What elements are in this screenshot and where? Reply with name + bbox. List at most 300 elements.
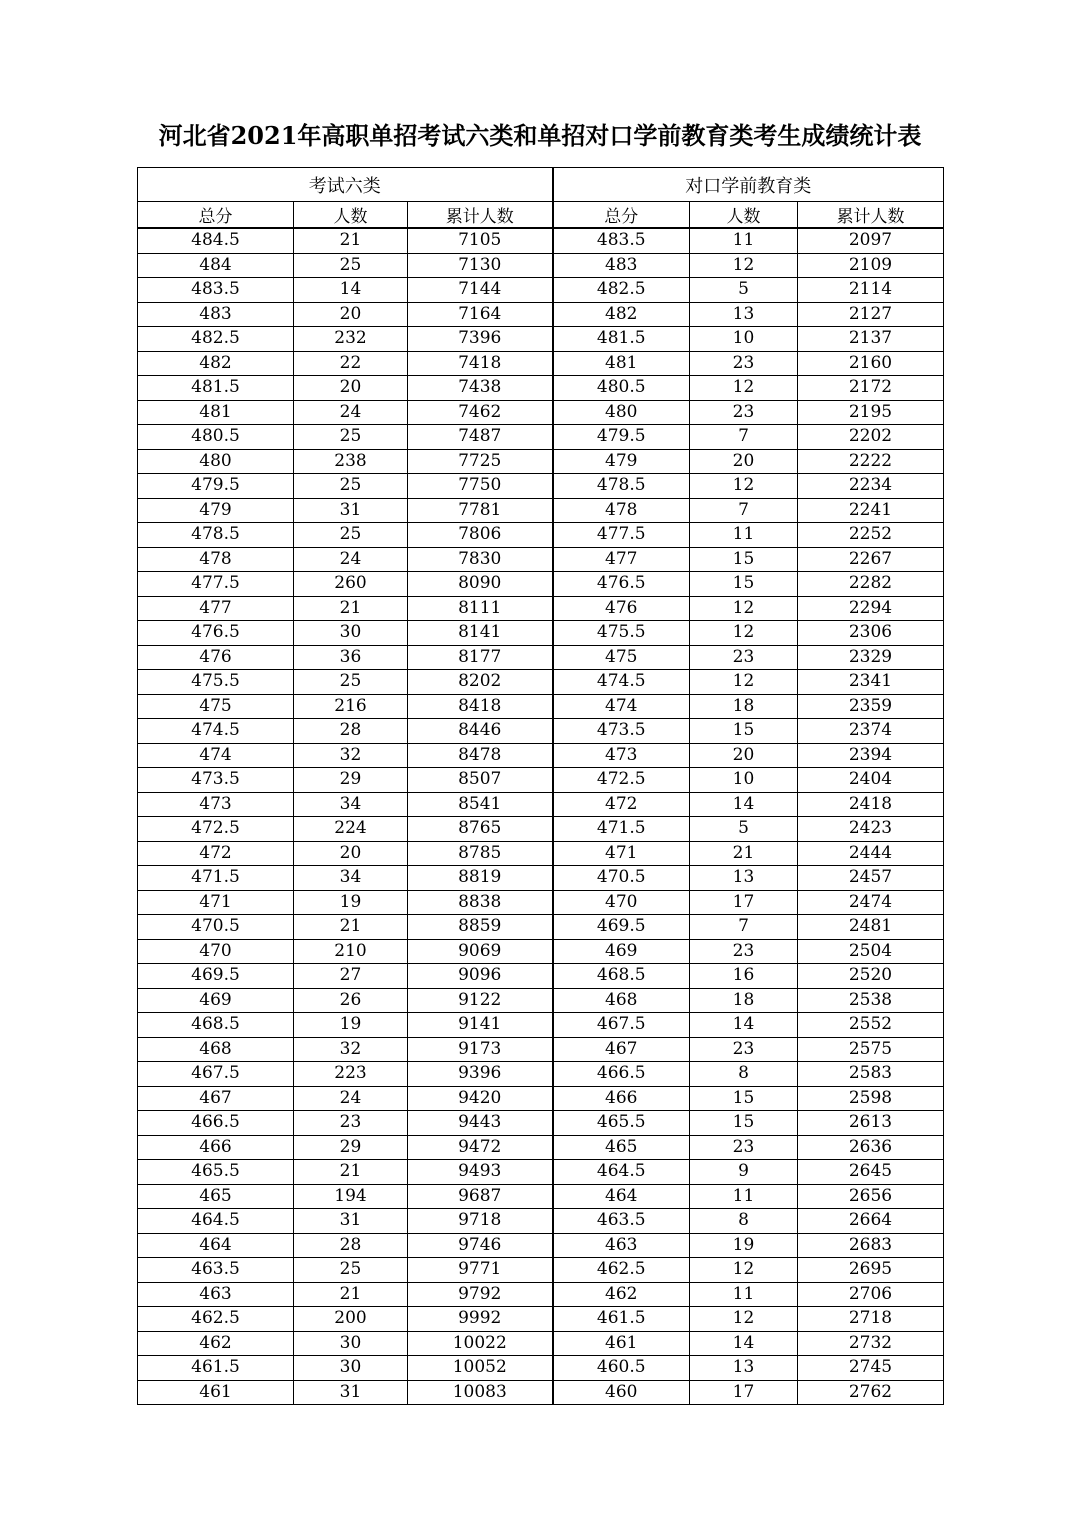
cell-total-score: 469 [553,939,690,964]
cell-total-score: 466.5 [553,1062,690,1087]
cell-total-score: 466.5 [138,1111,294,1136]
cell-cumulative: 2137 [798,327,944,352]
group-header-exam-six: 考试六类 [138,168,553,202]
cell-cumulative: 2418 [798,792,944,817]
cell-total-score: 475 [138,694,294,719]
cell-count: 17 [690,890,798,915]
cell-total-score: 474 [553,694,690,719]
cell-cumulative: 7130 [408,253,553,278]
cell-count: 30 [294,621,408,646]
cell-total-score: 480 [138,449,294,474]
cell-cumulative: 8141 [408,621,553,646]
cell-cumulative: 2306 [798,621,944,646]
cell-cumulative: 2160 [798,351,944,376]
cell-total-score: 474.5 [138,719,294,744]
cell-count: 15 [690,719,798,744]
cell-count: 28 [294,1233,408,1258]
cell-cumulative: 8819 [408,866,553,891]
table-row [138,890,944,915]
table-row [138,449,944,474]
cell-cumulative: 9420 [408,1086,553,1111]
cell-count: 18 [690,988,798,1013]
column-header-row [138,202,944,229]
cell-total-score: 464.5 [553,1160,690,1185]
cell-cumulative: 9992 [408,1307,553,1332]
table-row [138,228,944,253]
cell-cumulative: 2575 [798,1037,944,1062]
table-row [138,1111,944,1136]
cell-count: 29 [294,1135,408,1160]
cell-count: 14 [294,278,408,303]
cell-count: 12 [690,621,798,646]
table-row [138,1013,944,1038]
cell-count: 25 [294,253,408,278]
cell-count: 21 [690,841,798,866]
cell-total-score: 478.5 [553,474,690,499]
cell-cumulative: 2172 [798,376,944,401]
cell-total-score: 461.5 [553,1307,690,1332]
cell-count: 20 [690,743,798,768]
table-row [138,474,944,499]
cell-cumulative: 2359 [798,694,944,719]
cell-cumulative: 2481 [798,915,944,940]
cell-cumulative: 9096 [408,964,553,989]
cell-cumulative: 7750 [408,474,553,499]
table-row [138,1356,944,1381]
table-row [138,1086,944,1111]
cell-count: 25 [294,425,408,450]
cell-cumulative: 2457 [798,866,944,891]
cell-total-score: 466 [138,1135,294,1160]
cell-cumulative: 10052 [408,1356,553,1381]
cell-cumulative: 2695 [798,1258,944,1283]
cell-cumulative: 2664 [798,1209,944,1234]
table-row [138,694,944,719]
cell-total-score: 467.5 [553,1013,690,1038]
cell-count: 23 [690,1135,798,1160]
cell-total-score: 463.5 [553,1209,690,1234]
cell-count: 232 [294,327,408,352]
cell-total-score: 480.5 [553,376,690,401]
cell-count: 194 [294,1184,408,1209]
cell-count: 15 [690,1111,798,1136]
cell-cumulative: 2683 [798,1233,944,1258]
cell-total-score: 473 [138,792,294,817]
table-row [138,1380,944,1405]
cell-total-score: 476.5 [553,572,690,597]
cell-cumulative: 2195 [798,400,944,425]
table-row [138,400,944,425]
table-row [138,988,944,1013]
table-row [138,1233,944,1258]
cell-total-score: 484 [138,253,294,278]
cell-total-score: 465 [553,1135,690,1160]
cell-total-score: 479 [553,449,690,474]
cell-total-score: 468.5 [553,964,690,989]
cell-cumulative: 9396 [408,1062,553,1087]
cell-count: 27 [294,964,408,989]
cell-count: 25 [294,474,408,499]
cell-count: 34 [294,792,408,817]
cell-cumulative: 9718 [408,1209,553,1234]
table-row [138,1209,944,1234]
cell-cumulative: 2404 [798,768,944,793]
cell-cumulative: 2241 [798,498,944,523]
cell-count: 12 [690,1258,798,1283]
cell-cumulative: 2474 [798,890,944,915]
cell-cumulative: 8507 [408,768,553,793]
cell-count: 12 [690,253,798,278]
cell-total-score: 481.5 [138,376,294,401]
cell-total-score: 472 [553,792,690,817]
cell-cumulative: 2598 [798,1086,944,1111]
cell-total-score: 478.5 [138,523,294,548]
cell-total-score: 472 [138,841,294,866]
table-row [138,523,944,548]
cell-total-score: 475 [553,645,690,670]
cell-count: 12 [690,376,798,401]
cell-count: 18 [690,694,798,719]
cell-total-score: 465.5 [553,1111,690,1136]
cell-cumulative: 2636 [798,1135,944,1160]
cell-total-score: 475.5 [553,621,690,646]
cell-cumulative: 9792 [408,1282,553,1307]
cell-cumulative: 2374 [798,719,944,744]
cell-cumulative: 7725 [408,449,553,474]
table-row [138,1062,944,1087]
cell-total-score: 461.5 [138,1356,294,1381]
cell-total-score: 482.5 [138,327,294,352]
column-header-count: 人数 [294,202,408,229]
cell-total-score: 470 [553,890,690,915]
cell-cumulative: 10083 [408,1380,553,1405]
cell-cumulative: 2423 [798,817,944,842]
cell-count: 14 [690,1331,798,1356]
cell-count: 25 [294,523,408,548]
cell-cumulative: 9122 [408,988,553,1013]
cell-total-score: 481 [138,400,294,425]
table-row [138,915,944,940]
cell-total-score: 476.5 [138,621,294,646]
cell-cumulative: 2538 [798,988,944,1013]
cell-total-score: 462 [553,1282,690,1307]
column-header-cumulative: 累计人数 [798,202,944,229]
cell-total-score: 483 [138,302,294,327]
cell-total-score: 482 [553,302,690,327]
cell-count: 13 [690,1356,798,1381]
cell-cumulative: 2329 [798,645,944,670]
cell-total-score: 471 [138,890,294,915]
cell-cumulative: 2645 [798,1160,944,1185]
cell-cumulative: 2718 [798,1307,944,1332]
cell-cumulative: 8838 [408,890,553,915]
cell-cumulative: 2282 [798,572,944,597]
cell-total-score: 479.5 [553,425,690,450]
cell-total-score: 482.5 [553,278,690,303]
column-header-total-score: 总分 [138,202,294,229]
cell-cumulative: 2444 [798,841,944,866]
table-row [138,939,944,964]
table-row [138,866,944,891]
group-header-row [138,168,944,202]
cell-cumulative: 7806 [408,523,553,548]
table-row [138,792,944,817]
cell-count: 8 [690,1062,798,1087]
cell-total-score: 462.5 [138,1307,294,1332]
cell-count: 20 [690,449,798,474]
cell-cumulative: 2732 [798,1331,944,1356]
cell-count: 11 [690,228,798,253]
cell-cumulative: 8541 [408,792,553,817]
cell-total-score: 478 [138,547,294,572]
cell-cumulative: 2706 [798,1282,944,1307]
table-row [138,1307,944,1332]
table-row [138,768,944,793]
table-row [138,1331,944,1356]
table-row [138,376,944,401]
cell-cumulative: 7830 [408,547,553,572]
cell-cumulative: 2583 [798,1062,944,1087]
cell-total-score: 471.5 [553,817,690,842]
table-row [138,1282,944,1307]
cell-cumulative: 7164 [408,302,553,327]
cell-cumulative: 2127 [798,302,944,327]
cell-count: 223 [294,1062,408,1087]
cell-count: 21 [294,1160,408,1185]
cell-count: 5 [690,817,798,842]
cell-cumulative: 2267 [798,547,944,572]
cell-cumulative: 2520 [798,964,944,989]
table-row [138,253,944,278]
table-row [138,964,944,989]
table-row [138,743,944,768]
cell-total-score: 484.5 [138,228,294,253]
cell-cumulative: 2745 [798,1356,944,1381]
table-row [138,1258,944,1283]
cell-cumulative: 8785 [408,841,553,866]
cell-cumulative: 8765 [408,817,553,842]
group-header-preschool: 对口学前教育类 [553,168,944,202]
table-row [138,498,944,523]
cell-count: 21 [294,1282,408,1307]
cell-cumulative: 9069 [408,939,553,964]
table-row [138,719,944,744]
cell-total-score: 480.5 [138,425,294,450]
cell-count: 8 [690,1209,798,1234]
cell-cumulative: 7105 [408,228,553,253]
cell-count: 25 [294,670,408,695]
cell-count: 7 [690,425,798,450]
cell-count: 29 [294,768,408,793]
cell-total-score: 473.5 [553,719,690,744]
cell-cumulative: 9472 [408,1135,553,1160]
cell-count: 23 [690,939,798,964]
cell-cumulative: 2202 [798,425,944,450]
cell-cumulative: 10022 [408,1331,553,1356]
cell-total-score: 479 [138,498,294,523]
cell-total-score: 473 [553,743,690,768]
table-row [138,645,944,670]
column-header-cumulative: 累计人数 [408,202,553,229]
page-title: 河北省2021年高职单招考试六类和单招对口学前教育类考生成绩统计表 [158,121,922,150]
cell-cumulative: 2252 [798,523,944,548]
cell-count: 24 [294,1086,408,1111]
cell-count: 34 [294,866,408,891]
cell-count: 28 [294,719,408,744]
cell-count: 11 [690,1282,798,1307]
cell-count: 31 [294,498,408,523]
cell-total-score: 472.5 [138,817,294,842]
cell-total-score: 466 [553,1086,690,1111]
cell-total-score: 477.5 [553,523,690,548]
cell-total-score: 472.5 [553,768,690,793]
table-row [138,670,944,695]
cell-count: 31 [294,1209,408,1234]
cell-cumulative: 7438 [408,376,553,401]
cell-total-score: 467 [553,1037,690,1062]
cell-count: 19 [690,1233,798,1258]
cell-cumulative: 8111 [408,596,553,621]
cell-total-score: 460 [553,1380,690,1405]
cell-total-score: 477 [138,596,294,621]
table-row [138,351,944,376]
cell-count: 14 [690,792,798,817]
cell-cumulative: 9771 [408,1258,553,1283]
cell-total-score: 471 [553,841,690,866]
cell-count: 30 [294,1356,408,1381]
cell-count: 17 [690,1380,798,1405]
cell-count: 19 [294,1013,408,1038]
table-body [138,228,944,1405]
cell-count: 224 [294,817,408,842]
cell-cumulative: 7487 [408,425,553,450]
cell-cumulative: 2762 [798,1380,944,1405]
cell-total-score: 468 [553,988,690,1013]
cell-count: 9 [690,1160,798,1185]
cell-total-score: 468.5 [138,1013,294,1038]
cell-cumulative: 2394 [798,743,944,768]
cell-count: 11 [690,1184,798,1209]
table-row [138,1160,944,1185]
cell-total-score: 469 [138,988,294,1013]
table-row [138,1135,944,1160]
cell-count: 12 [690,474,798,499]
cell-total-score: 470.5 [138,915,294,940]
cell-cumulative: 9443 [408,1111,553,1136]
table-row [138,278,944,303]
cell-count: 21 [294,596,408,621]
cell-count: 13 [690,302,798,327]
cell-total-score: 477.5 [138,572,294,597]
cell-total-score: 470 [138,939,294,964]
cell-total-score: 461 [553,1331,690,1356]
cell-count: 31 [294,1380,408,1405]
table-row [138,1184,944,1209]
table-row [138,621,944,646]
cell-total-score: 464.5 [138,1209,294,1234]
cell-total-score: 464 [553,1184,690,1209]
cell-cumulative: 9173 [408,1037,553,1062]
cell-count: 15 [690,547,798,572]
cell-total-score: 480 [553,400,690,425]
cell-total-score: 483 [553,253,690,278]
cell-cumulative: 8090 [408,572,553,597]
cell-cumulative: 7418 [408,351,553,376]
cell-count: 24 [294,400,408,425]
cell-total-score: 481.5 [553,327,690,352]
cell-count: 23 [690,645,798,670]
cell-cumulative: 2109 [798,253,944,278]
cell-count: 14 [690,1013,798,1038]
cell-count: 11 [690,523,798,548]
cell-total-score: 462 [138,1331,294,1356]
cell-cumulative: 2341 [798,670,944,695]
cell-count: 21 [294,228,408,253]
cell-total-score: 465.5 [138,1160,294,1185]
cell-count: 24 [294,547,408,572]
cell-count: 12 [690,670,798,695]
cell-count: 23 [690,351,798,376]
cell-count: 21 [294,915,408,940]
cell-count: 12 [690,1307,798,1332]
cell-cumulative: 9493 [408,1160,553,1185]
cell-count: 20 [294,376,408,401]
table-row [138,327,944,352]
cell-cumulative: 8202 [408,670,553,695]
cell-cumulative: 8478 [408,743,553,768]
cell-total-score: 469.5 [553,915,690,940]
cell-total-score: 471.5 [138,866,294,891]
cell-count: 23 [690,400,798,425]
cell-total-score: 469.5 [138,964,294,989]
cell-count: 15 [690,1086,798,1111]
cell-total-score: 463 [138,1282,294,1307]
cell-cumulative: 9687 [408,1184,553,1209]
cell-count: 260 [294,572,408,597]
cell-total-score: 460.5 [553,1356,690,1381]
cell-count: 210 [294,939,408,964]
cell-total-score: 463 [553,1233,690,1258]
cell-total-score: 474.5 [553,670,690,695]
cell-cumulative: 9141 [408,1013,553,1038]
table-row [138,596,944,621]
table-row [138,425,944,450]
column-header-count: 人数 [690,202,798,229]
cell-total-score: 465 [138,1184,294,1209]
cell-total-score: 483.5 [138,278,294,303]
cell-count: 32 [294,1037,408,1062]
cell-count: 13 [690,866,798,891]
cell-count: 36 [294,645,408,670]
cell-cumulative: 7781 [408,498,553,523]
cell-cumulative: 7396 [408,327,553,352]
cell-count: 5 [690,278,798,303]
table-row [138,572,944,597]
cell-cumulative: 2294 [798,596,944,621]
cell-cumulative: 8446 [408,719,553,744]
column-header-total-score: 总分 [553,202,690,229]
cell-total-score: 467.5 [138,1062,294,1087]
cell-count: 25 [294,1258,408,1283]
cell-count: 20 [294,302,408,327]
cell-cumulative: 7462 [408,400,553,425]
cell-total-score: 474 [138,743,294,768]
cell-count: 23 [690,1037,798,1062]
cell-total-score: 463.5 [138,1258,294,1283]
cell-total-score: 478 [553,498,690,523]
cell-cumulative: 8177 [408,645,553,670]
table-row [138,547,944,572]
